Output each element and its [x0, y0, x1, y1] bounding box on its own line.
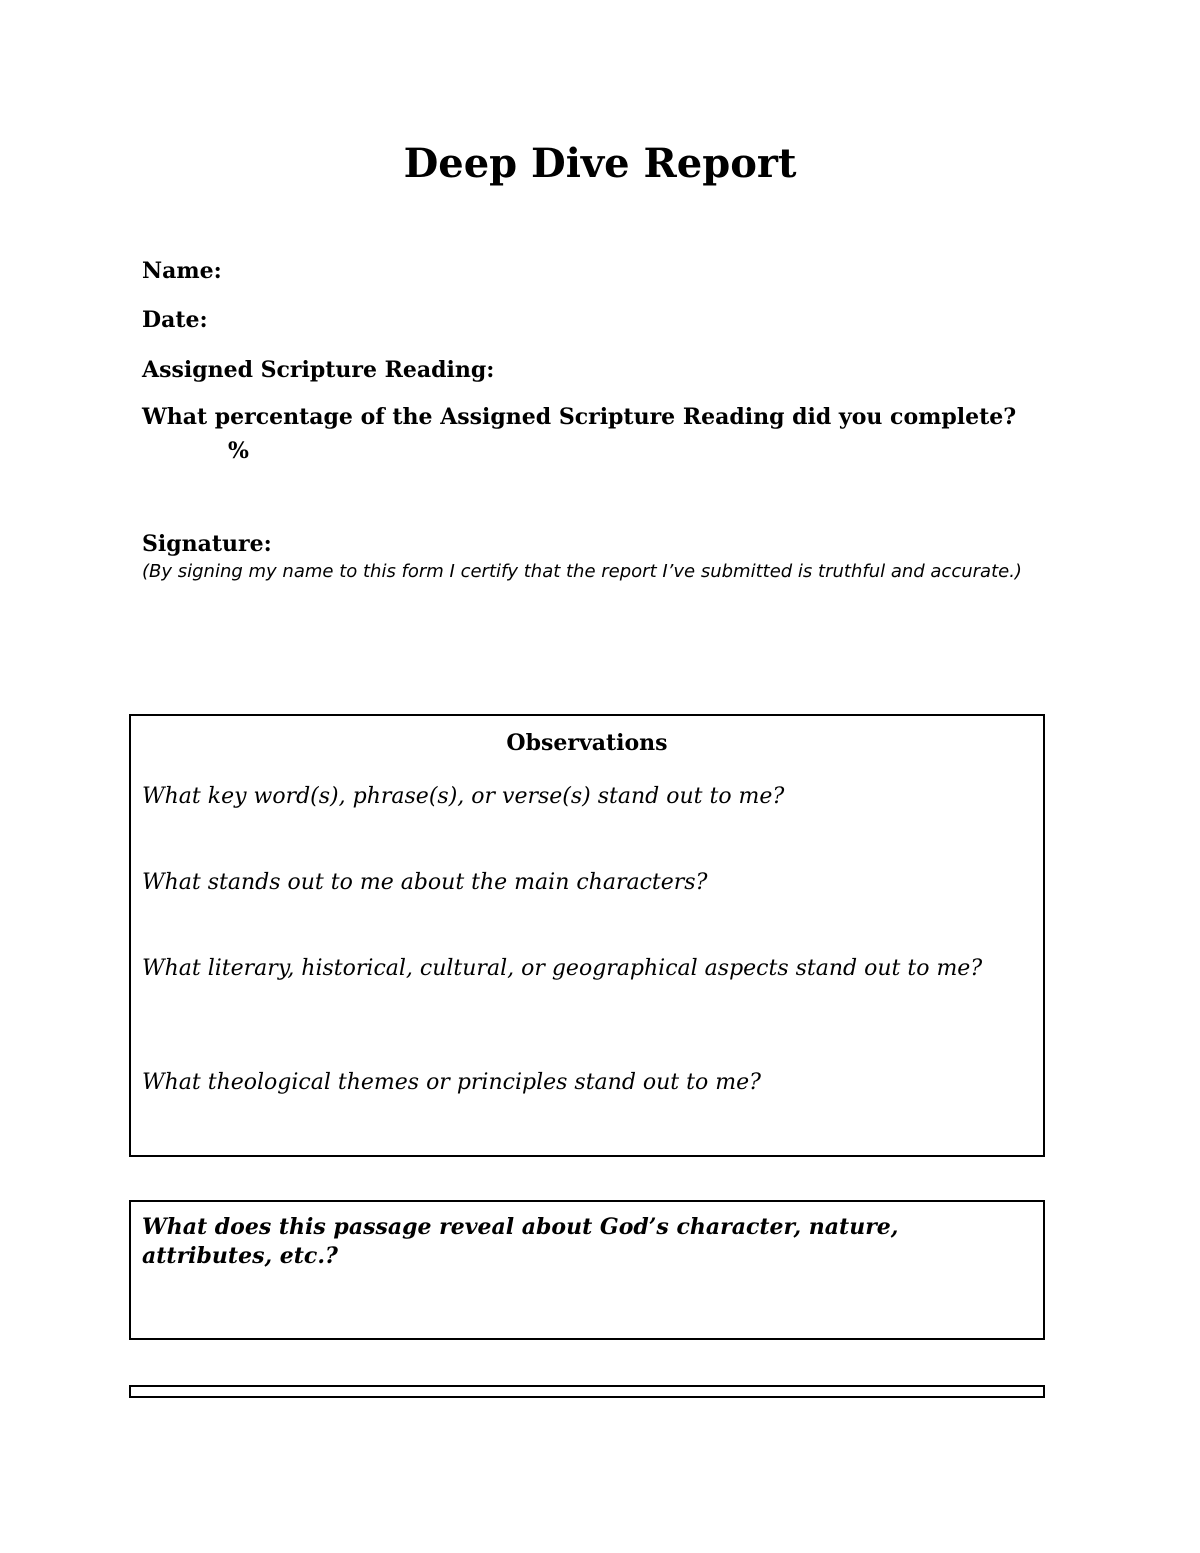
- percentage-question-block: [142, 400, 1022, 468]
- signature-note: (By signing my name to this form I certify that the report I’ve submitted is truthful and accurate.): [142, 561, 1022, 582]
- signature-label: Signature:: [142, 531, 272, 557]
- observations-box: [129, 714, 1045, 1157]
- god-character-question: What does this passage reveal about God’s character, nature, attributes, etc.?: [142, 1214, 899, 1269]
- date-label: Date:: [142, 307, 208, 333]
- name-label: Name:: [142, 258, 222, 284]
- observation-question-characters: What stands out to me about the main characters?: [142, 870, 708, 895]
- god-character-box: [129, 1200, 1045, 1340]
- page-title: Deep Dive Report: [403, 140, 797, 187]
- percentage-question: What percentage of the Assigned Scripture Reading did you complete?: [142, 404, 1017, 430]
- observations-heading: Observations: [506, 730, 668, 756]
- percent-sign: %: [228, 438, 249, 464]
- assigned-reading-label: Assigned Scripture Reading:: [142, 357, 495, 383]
- observation-question-key-words: What key word(s), phrase(s), or verse(s) stand out to me?: [142, 784, 785, 809]
- observation-question-aspects: What literary, historical, cultural, or geographical aspects stand out to me?: [142, 956, 983, 981]
- observation-question-themes: What theological themes or principles stand out to me?: [142, 1070, 761, 1095]
- empty-response-box: [129, 1385, 1045, 1398]
